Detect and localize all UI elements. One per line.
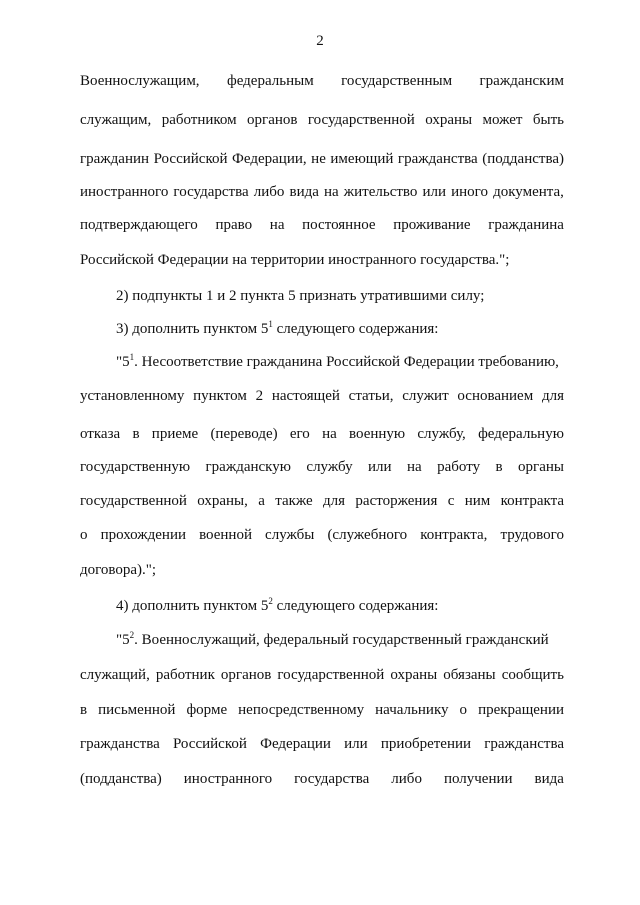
word: или xyxy=(368,459,392,475)
word: службу, xyxy=(417,426,466,442)
text-fragment: "5 xyxy=(116,354,130,370)
word: военную xyxy=(349,426,406,442)
text-fragment: . Военнослужащий, федеральный государственный гражданский xyxy=(134,632,549,648)
text-line xyxy=(80,216,564,234)
text-line xyxy=(80,111,564,129)
word: а xyxy=(258,493,265,509)
word: получении xyxy=(443,771,513,787)
word: прекращении xyxy=(478,702,564,718)
word: на xyxy=(269,217,285,233)
word: пунктом xyxy=(193,388,247,404)
word: Федерации, xyxy=(232,151,307,167)
word: имеющий xyxy=(330,151,394,167)
word: контракта, xyxy=(420,527,488,543)
word: проживание xyxy=(393,217,471,233)
word: государственной xyxy=(307,112,415,128)
word: приеме xyxy=(151,426,199,442)
word: ним xyxy=(464,493,491,509)
word: начальнику xyxy=(375,702,449,718)
word: прохождении xyxy=(100,527,187,543)
word: контракта xyxy=(500,493,564,509)
text-line xyxy=(80,458,564,476)
word: право xyxy=(215,217,253,233)
text-line xyxy=(116,631,564,649)
text-line xyxy=(80,770,564,788)
text-line: 2) подпункты 1 и 2 пункта 5 признать утратившими силу; xyxy=(116,288,485,304)
word: сообщить xyxy=(501,667,564,683)
word: иностранного xyxy=(80,184,169,200)
word: или xyxy=(422,184,447,200)
word: на xyxy=(323,184,339,200)
text-line xyxy=(80,150,564,168)
word: постоянное xyxy=(302,217,376,233)
word: федеральным xyxy=(227,73,314,89)
superscript: 1 xyxy=(129,352,135,362)
word: служащий, xyxy=(80,667,150,683)
word: (переводе) xyxy=(210,426,278,442)
word: для xyxy=(323,493,346,509)
word: работу xyxy=(437,459,481,475)
text-line: договора)."; xyxy=(80,562,157,578)
text-fragment: "5 xyxy=(116,632,130,648)
word: в xyxy=(495,459,503,475)
word: служит xyxy=(402,388,449,404)
word: в xyxy=(80,702,88,718)
word: обязаны xyxy=(443,667,496,683)
word: не xyxy=(311,151,326,167)
text-fragment: следующего содержания: xyxy=(272,598,439,614)
word: или xyxy=(344,736,368,752)
word: 2 xyxy=(255,388,264,404)
word: органов xyxy=(247,112,298,128)
word: государственной xyxy=(80,493,187,509)
word: установленному xyxy=(80,388,185,404)
superscript: 2 xyxy=(268,596,273,606)
word: органов xyxy=(220,667,272,683)
word: охраны xyxy=(390,667,438,683)
word: Военнослужащим, xyxy=(80,73,200,89)
word: приобретении xyxy=(380,736,472,752)
text-line xyxy=(116,353,564,371)
word: может xyxy=(482,112,523,128)
word: о xyxy=(459,702,468,718)
word: статьи, xyxy=(348,388,394,404)
text-line xyxy=(80,183,564,201)
word: гражданства xyxy=(80,736,160,752)
word: гражданина xyxy=(488,217,564,233)
word: непосредственному xyxy=(238,702,365,718)
text-line xyxy=(80,526,564,544)
word: государства xyxy=(294,771,370,787)
text-line xyxy=(80,425,564,443)
word: на xyxy=(322,426,337,442)
word: иностранного xyxy=(183,771,273,787)
word: (подданства) xyxy=(80,771,162,787)
word: государственную xyxy=(80,459,191,475)
word: либо xyxy=(253,184,285,200)
word: Российской xyxy=(153,151,228,167)
word: в xyxy=(132,426,140,442)
text-line xyxy=(80,492,564,510)
text-line xyxy=(80,387,564,405)
word: документа, xyxy=(493,184,564,200)
word: гражданскую xyxy=(205,459,291,475)
word: гражданин xyxy=(80,151,150,167)
word: расторжения xyxy=(355,493,438,509)
word: федеральную xyxy=(478,426,564,442)
word: государственным xyxy=(341,73,453,89)
superscript: 2 xyxy=(129,630,135,640)
word: (служебного xyxy=(327,527,408,543)
word: с xyxy=(447,493,455,509)
word: иного xyxy=(451,184,488,200)
word: Федерации xyxy=(260,736,331,752)
word: трудового xyxy=(500,527,564,543)
superscript: 1 xyxy=(268,319,273,329)
word: службы xyxy=(265,527,315,543)
word: гражданским xyxy=(479,73,564,89)
word: также xyxy=(275,493,313,509)
text-fragment: 4) дополнить пунктом 5 xyxy=(116,598,269,614)
word: государственной xyxy=(277,667,385,683)
word: гражданства xyxy=(397,151,478,167)
word: Российской xyxy=(172,736,247,752)
text-line xyxy=(80,701,564,719)
word: основанием xyxy=(457,388,534,404)
text-line xyxy=(80,735,564,753)
text-line xyxy=(80,72,564,90)
word: гражданства xyxy=(484,736,564,752)
text-line xyxy=(116,320,564,338)
word: письменной xyxy=(98,702,176,718)
word: быть xyxy=(532,112,564,128)
word: охраны, xyxy=(197,493,248,509)
word: государства xyxy=(173,184,249,200)
word: охраны xyxy=(425,112,473,128)
word: работник xyxy=(155,667,215,683)
word: военной xyxy=(199,527,252,543)
word: работником xyxy=(161,112,237,128)
text-line xyxy=(80,666,564,684)
word: отказа xyxy=(80,426,121,442)
word: подтверждающего xyxy=(80,217,198,233)
text-fragment: 3) дополнить пунктом 5 xyxy=(116,321,269,337)
word: служащим, xyxy=(80,112,152,128)
word: на xyxy=(407,459,422,475)
word: о xyxy=(80,527,88,543)
word: вида xyxy=(289,184,319,200)
word: для xyxy=(541,388,564,404)
text-line xyxy=(116,597,564,615)
text-fragment: следующего содержания: xyxy=(272,321,439,337)
text-fragment: . Несоответствие гражданина Российской Федерации требованию, xyxy=(134,354,559,370)
word: либо xyxy=(391,771,422,787)
word: его xyxy=(289,426,310,442)
word: вида xyxy=(534,771,564,787)
word: жительство xyxy=(343,184,418,200)
word: органы xyxy=(518,459,564,475)
word: настоящей xyxy=(271,388,340,404)
word: службу xyxy=(306,459,353,475)
word: форме xyxy=(186,702,228,718)
page-number: 2 xyxy=(316,33,324,49)
text-line: Российской Федерации на территории иностранного государства."; xyxy=(80,252,510,268)
word: (подданства) xyxy=(482,151,564,167)
